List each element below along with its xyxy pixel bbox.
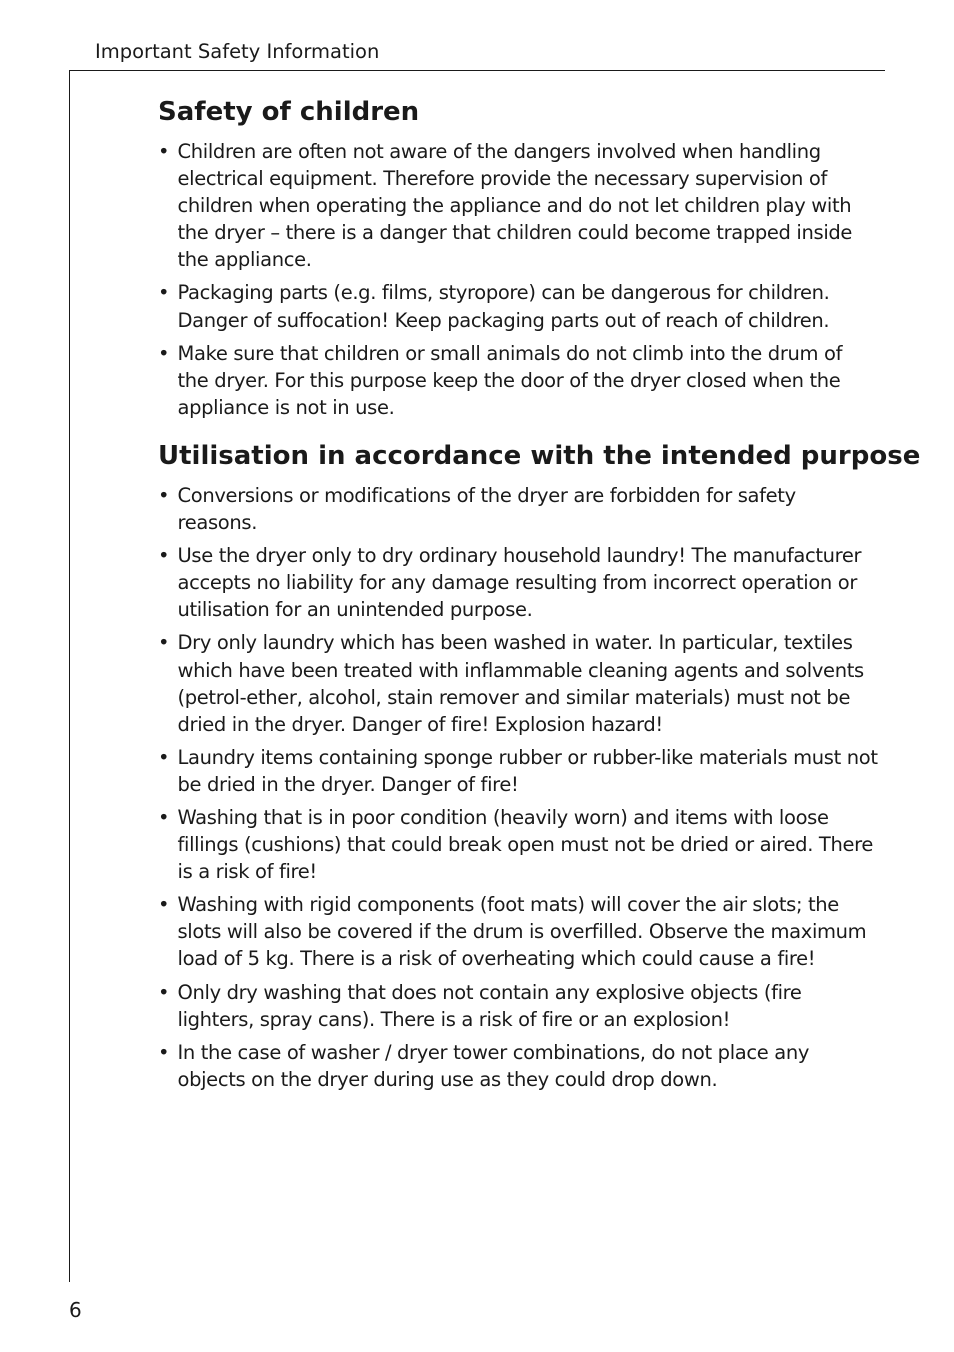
list-item-text: Dry only laundry which has been washed in water. In particular, textiles which have been treated with inflammable cleaning agents and solvents (petrol-ether, alcohol, stain remover and similar materials) must not be dried in the dryer. Danger of fire! Explosion hazard!: [177, 631, 864, 736]
bullet-icon: •: [158, 341, 170, 365]
list-item: [158, 979, 878, 1033]
list-item-text: Laundry items containing sponge rubber or rubber-like materials must not be dried in the dryer. Danger of fire!: [177, 745, 878, 796]
list-item: [158, 279, 878, 333]
list-item-text: Make sure that children or small animals do not climb into the drum of the dryer. For this purpose keep the door of the dryer closed when the appliance is not in use.: [177, 341, 843, 419]
section-safety-of-children: [158, 93, 878, 421]
list-item: [158, 891, 878, 972]
list-item-text: Washing that is in poor condition (heavily worn) and items with loose fillings (cushions) that could break open must not be dried or aired. There is a risk of fire!: [177, 805, 874, 884]
list-item: [158, 482, 878, 536]
bullet-list: [158, 138, 878, 421]
list-item-text: Children are often not aware of the dangers involved when handling electrical equipment. Therefore provide the necessary supervision of children when operating the appliance and do not let children play with the dryer – there is a danger that children could become trapped inside the appliance.: [177, 140, 853, 272]
bullet-icon: •: [158, 544, 170, 568]
list-item-text: In the case of washer / dryer tower combinations, do not place any objects on the dryer during use as they could drop down.: [177, 1040, 810, 1091]
list-item: [158, 629, 878, 737]
bullet-icon: •: [158, 745, 170, 769]
bullet-icon: •: [158, 893, 170, 917]
list-item: [158, 138, 878, 273]
list-item-text: Only dry washing that does not contain any explosive objects (fire lighters, spray cans). There is a risk of fire or an explosion!: [177, 980, 802, 1031]
section-heading: Safety of children: [158, 97, 420, 127]
bullet-icon: •: [158, 140, 170, 163]
list-item-text: Packaging parts (e.g. films, styropore) can be dangerous for children. Danger of suffocation! Keep packaging parts out of reach of children.: [177, 281, 830, 332]
section-intended-purpose: [158, 437, 921, 1093]
bullet-list: [158, 482, 878, 1093]
page-number: 6: [69, 1298, 82, 1322]
page-content: [158, 93, 921, 1099]
bullet-icon: •: [158, 1040, 170, 1064]
list-item-text: Conversions or modifications of the dryer are forbidden for safety reasons.: [177, 483, 796, 535]
running-header: Important Safety Information: [95, 40, 380, 63]
list-item: [158, 804, 878, 885]
margin-rule: [69, 70, 70, 1282]
list-item: [158, 744, 878, 798]
list-item: [158, 542, 878, 623]
bullet-icon: •: [158, 281, 170, 305]
bullet-icon: •: [158, 631, 170, 655]
bullet-icon: •: [158, 483, 170, 507]
list-item-text: Washing with rigid components (foot mats) will cover the air slots; the slots will also be covered if the drum is overfilled. Observe the maximum load of 5 kg. There is a risk of overheating which could cause a fire!: [177, 893, 867, 971]
section-heading: Utilisation in accordance with the intended purpose: [158, 440, 921, 471]
list-item: [158, 1039, 878, 1093]
bullet-icon: •: [158, 980, 170, 1004]
list-item-text: Use the dryer only to dry ordinary household laundry! The manufacturer accepts no liability for any damage resulting from incorrect operation or utilisation for an unintended purpose.: [177, 544, 862, 622]
header-rule: [69, 70, 885, 71]
bullet-icon: •: [158, 805, 170, 829]
list-item: [158, 340, 878, 421]
